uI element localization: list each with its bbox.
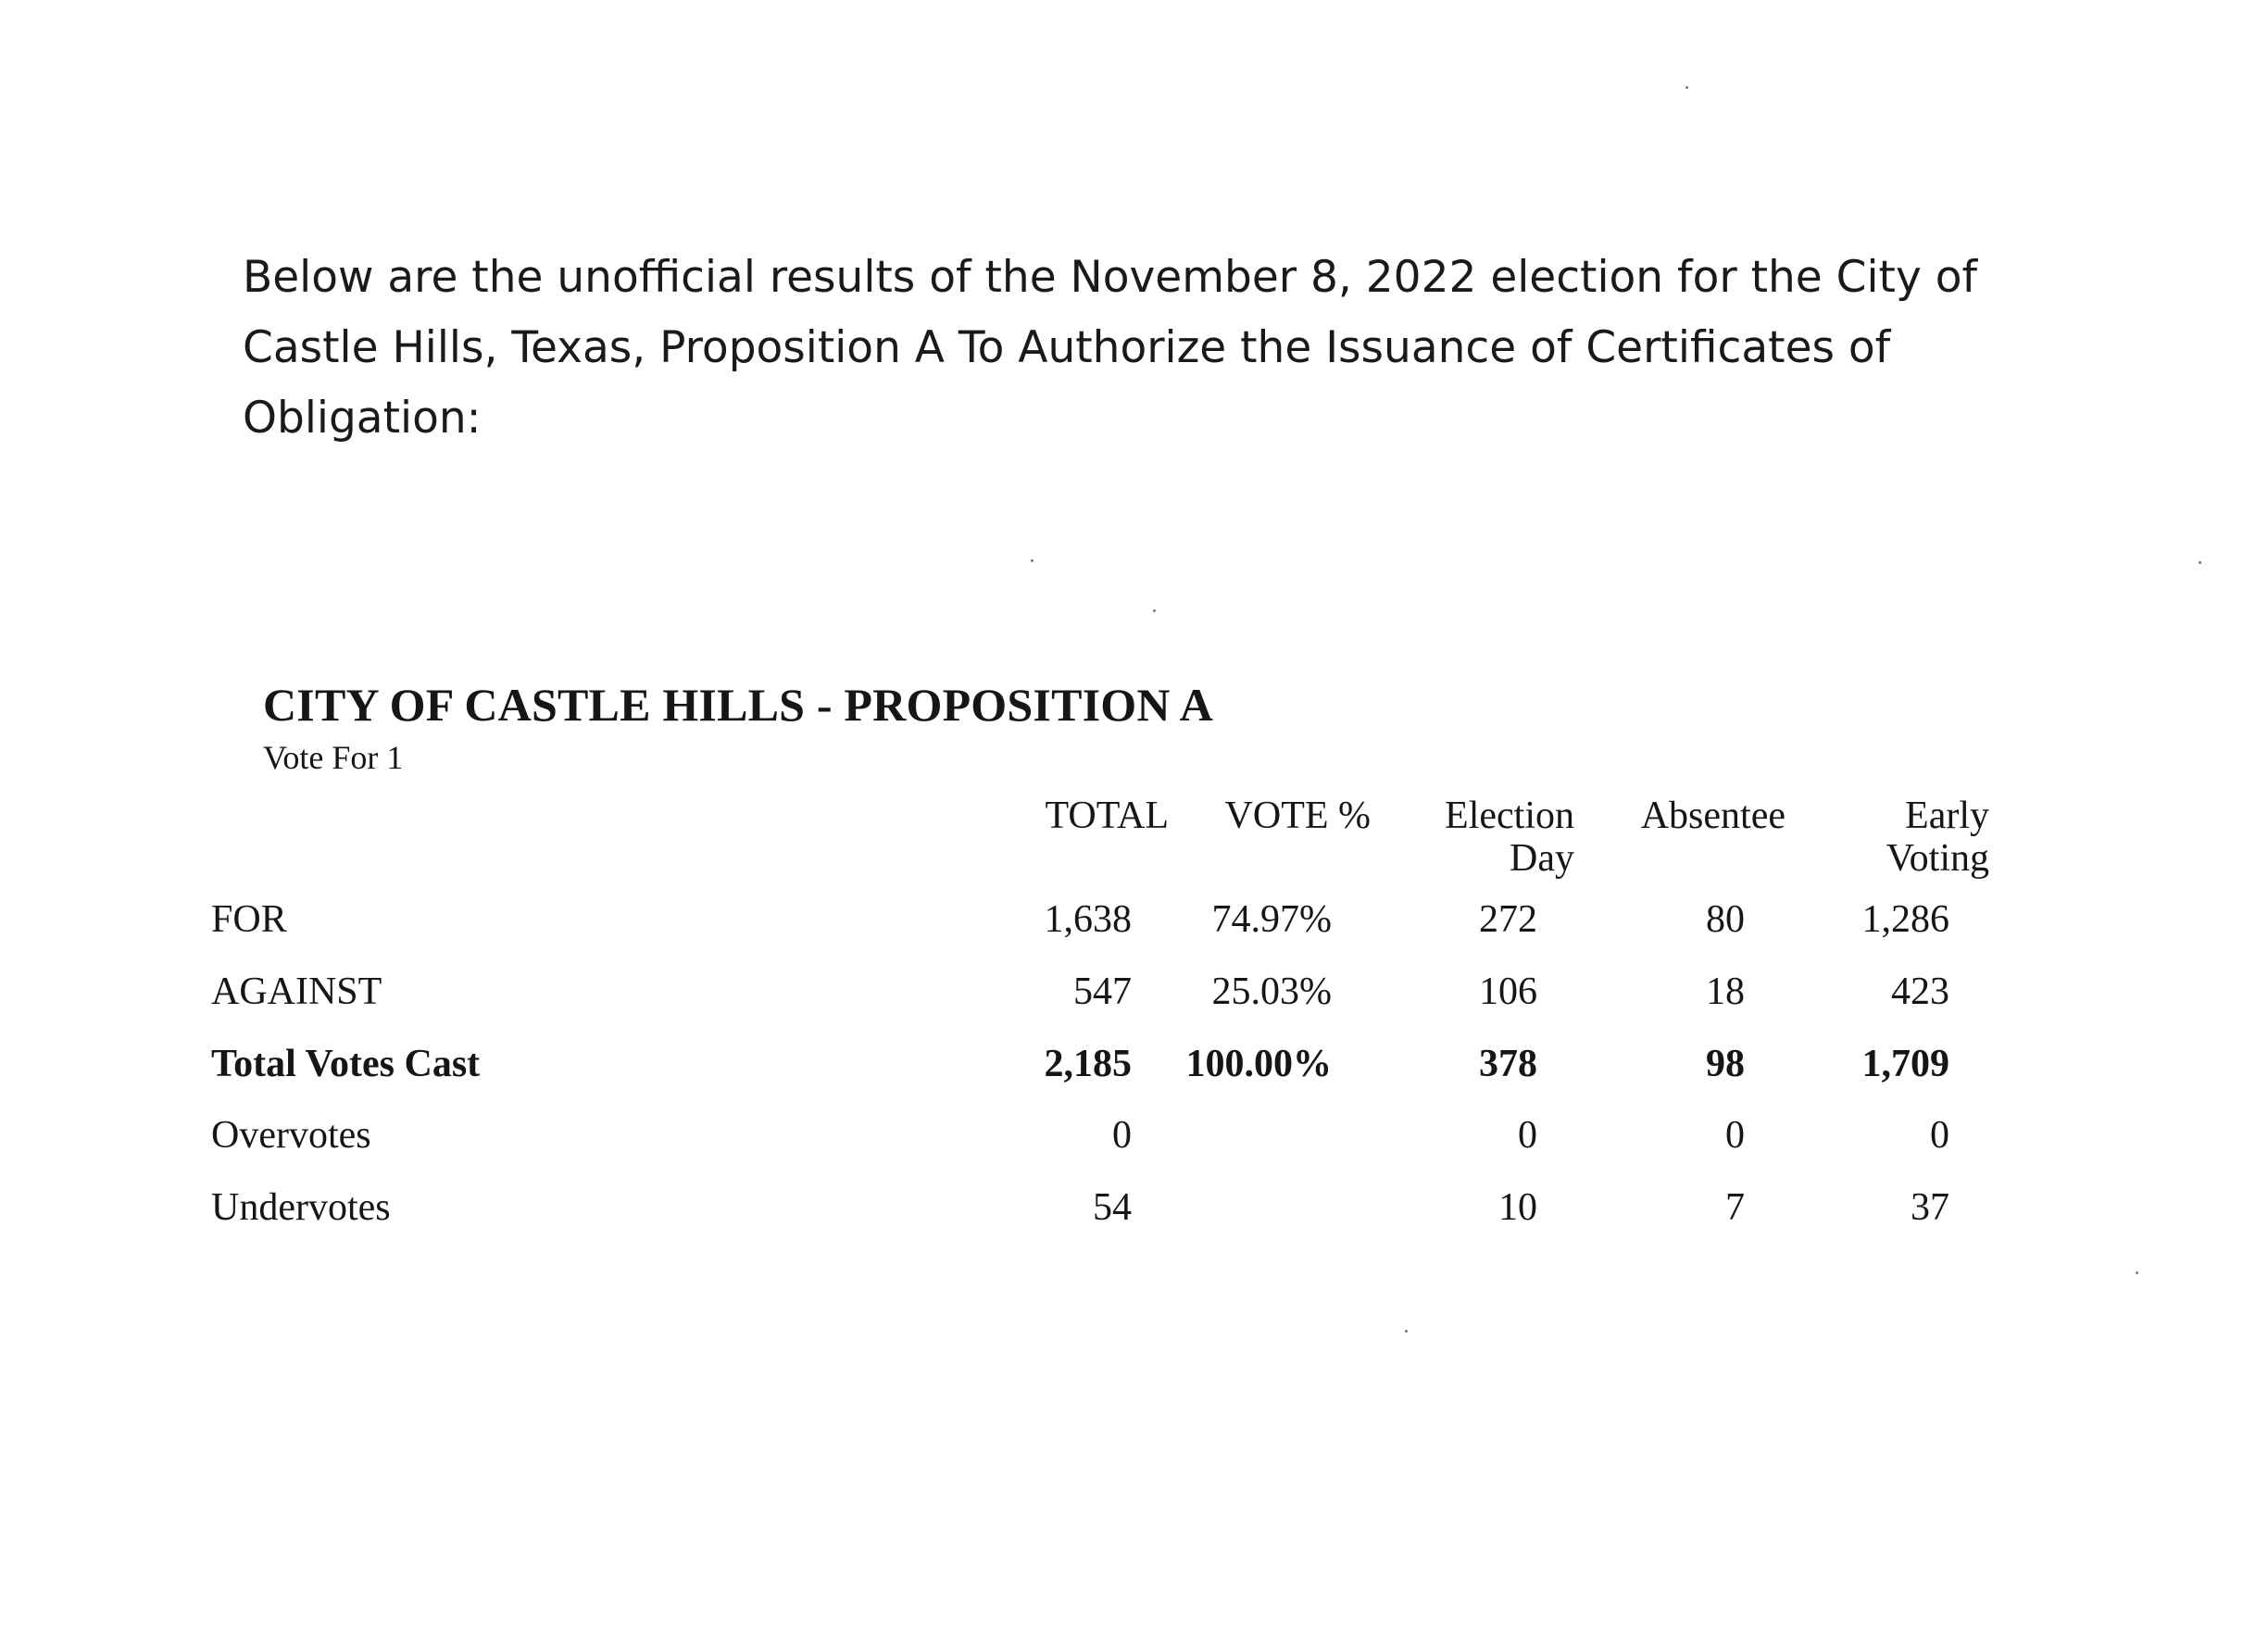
intro-paragraph: [243, 243, 2058, 454]
row-label: Overvotes: [211, 1114, 371, 1157]
column-header-total: TOTAL: [1045, 795, 1169, 837]
cell-vote-pct: 74.97%: [1211, 898, 1332, 941]
cell-absentee: 7: [1725, 1186, 1745, 1229]
intro-line-3: Obligation:: [243, 393, 482, 444]
row-label: Total Votes Cast: [211, 1043, 481, 1085]
cell-absentee: 98: [1706, 1043, 1745, 1085]
scan-speck: [2199, 561, 2201, 564]
cell-absentee: 18: [1706, 970, 1745, 1013]
cell-total: 2,185: [1044, 1043, 1132, 1085]
cell-absentee: 0: [1725, 1114, 1745, 1157]
cell-election-day: 106: [1479, 970, 1537, 1013]
scan-speck: [1031, 559, 1034, 562]
cell-early-voting: 1,709: [1861, 1043, 1949, 1085]
cell-election-day: 272: [1479, 898, 1537, 941]
cell-total: 1,638: [1044, 898, 1132, 941]
cell-early-voting: 37: [1911, 1186, 1949, 1229]
cell-early-voting: 0: [1930, 1114, 1949, 1157]
row-label: FOR: [211, 898, 287, 941]
scan-speck: [1685, 86, 1688, 89]
results-title: CITY OF CASTLE HILLS - PROPOSITION A: [263, 679, 1213, 731]
cell-vote-pct: 100.00%: [1185, 1043, 1332, 1085]
scan-speck: [1153, 609, 1156, 612]
table-row-for: [0, 892, 2268, 947]
row-label: AGAINST: [211, 970, 382, 1013]
results-subtitle: Vote For 1: [263, 739, 404, 776]
table-row-against: [0, 964, 2268, 1020]
scan-speck: [1405, 1330, 1408, 1333]
table-row-overvotes: [0, 1108, 2268, 1163]
cell-election-day: 10: [1498, 1186, 1537, 1229]
column-header-early-voting: Early Voting: [1886, 795, 1989, 880]
row-label: Undervotes: [211, 1186, 391, 1229]
table-row-total-votes-cast: [0, 1036, 2268, 1092]
cell-early-voting: 423: [1891, 970, 1949, 1013]
intro-line-1: Below are the unofficial results of the November 8, 2022 election for the City of: [243, 252, 1978, 303]
cell-total: 54: [1093, 1186, 1132, 1229]
table-row-undervotes: [0, 1180, 2268, 1235]
cell-vote-pct: 25.03%: [1211, 970, 1332, 1013]
intro-line-2: Castle Hills, Texas, Proposition A To Authorize the Issuance of Certificates of: [243, 322, 1891, 373]
scan-speck: [2136, 1271, 2138, 1274]
column-header-absentee: Absentee: [1640, 795, 1786, 837]
cell-absentee: 80: [1706, 898, 1745, 941]
cell-election-day: 378: [1479, 1043, 1537, 1085]
cell-total: 0: [1112, 1114, 1132, 1157]
cell-election-day: 0: [1518, 1114, 1537, 1157]
column-header-election-day: Election Day: [1445, 795, 1574, 880]
cell-early-voting: 1,286: [1861, 898, 1949, 941]
cell-total: 547: [1073, 970, 1132, 1013]
column-header-vote-pct: VOTE %: [1224, 795, 1371, 837]
